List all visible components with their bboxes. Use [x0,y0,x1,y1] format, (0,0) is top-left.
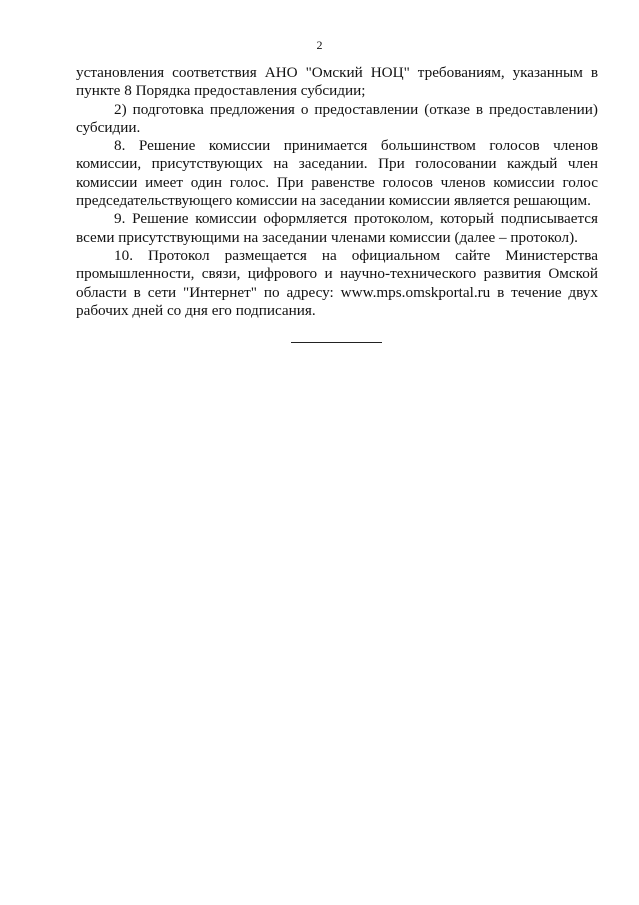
page-number: 2 [316,38,323,52]
paragraph-clause-10: 10. Протокол размещается на официальном сайте Министерства промышленности, связи, цифрового и научно-технического развития Омской области в сети "Интернет" по адресу: www.mps.omskportal.ru в течение двух рабочих дней со дня его подписания. [76,246,598,319]
paragraph-item-2: 2) подготовка предложения о предоставлении (отказе в предоставлении) субсидии. [76,100,598,136]
paragraph-clause-9: 9. Решение комиссии оформляется протоколом, который подписывается всеми присутствующими на заседании членами комиссии (далее – протокол). [76,210,598,246]
paragraph-clause-8: 8. Решение комиссии принимается большинством голосов членов комиссии, присутствующих на заседании. При голосовании каждый член комиссии имеет один голос. При равенстве голосов членов комиссии голос председательствующего комиссии на заседании комиссии является решающим. [76,137,598,210]
end-separator-line [291,342,382,343]
document-body [76,64,598,320]
paragraph-continuation: установления соответствия АНО "Омский НОЦ" требованиям, указанным в пункте 8 Порядка предоставления субсидии; [76,64,598,100]
